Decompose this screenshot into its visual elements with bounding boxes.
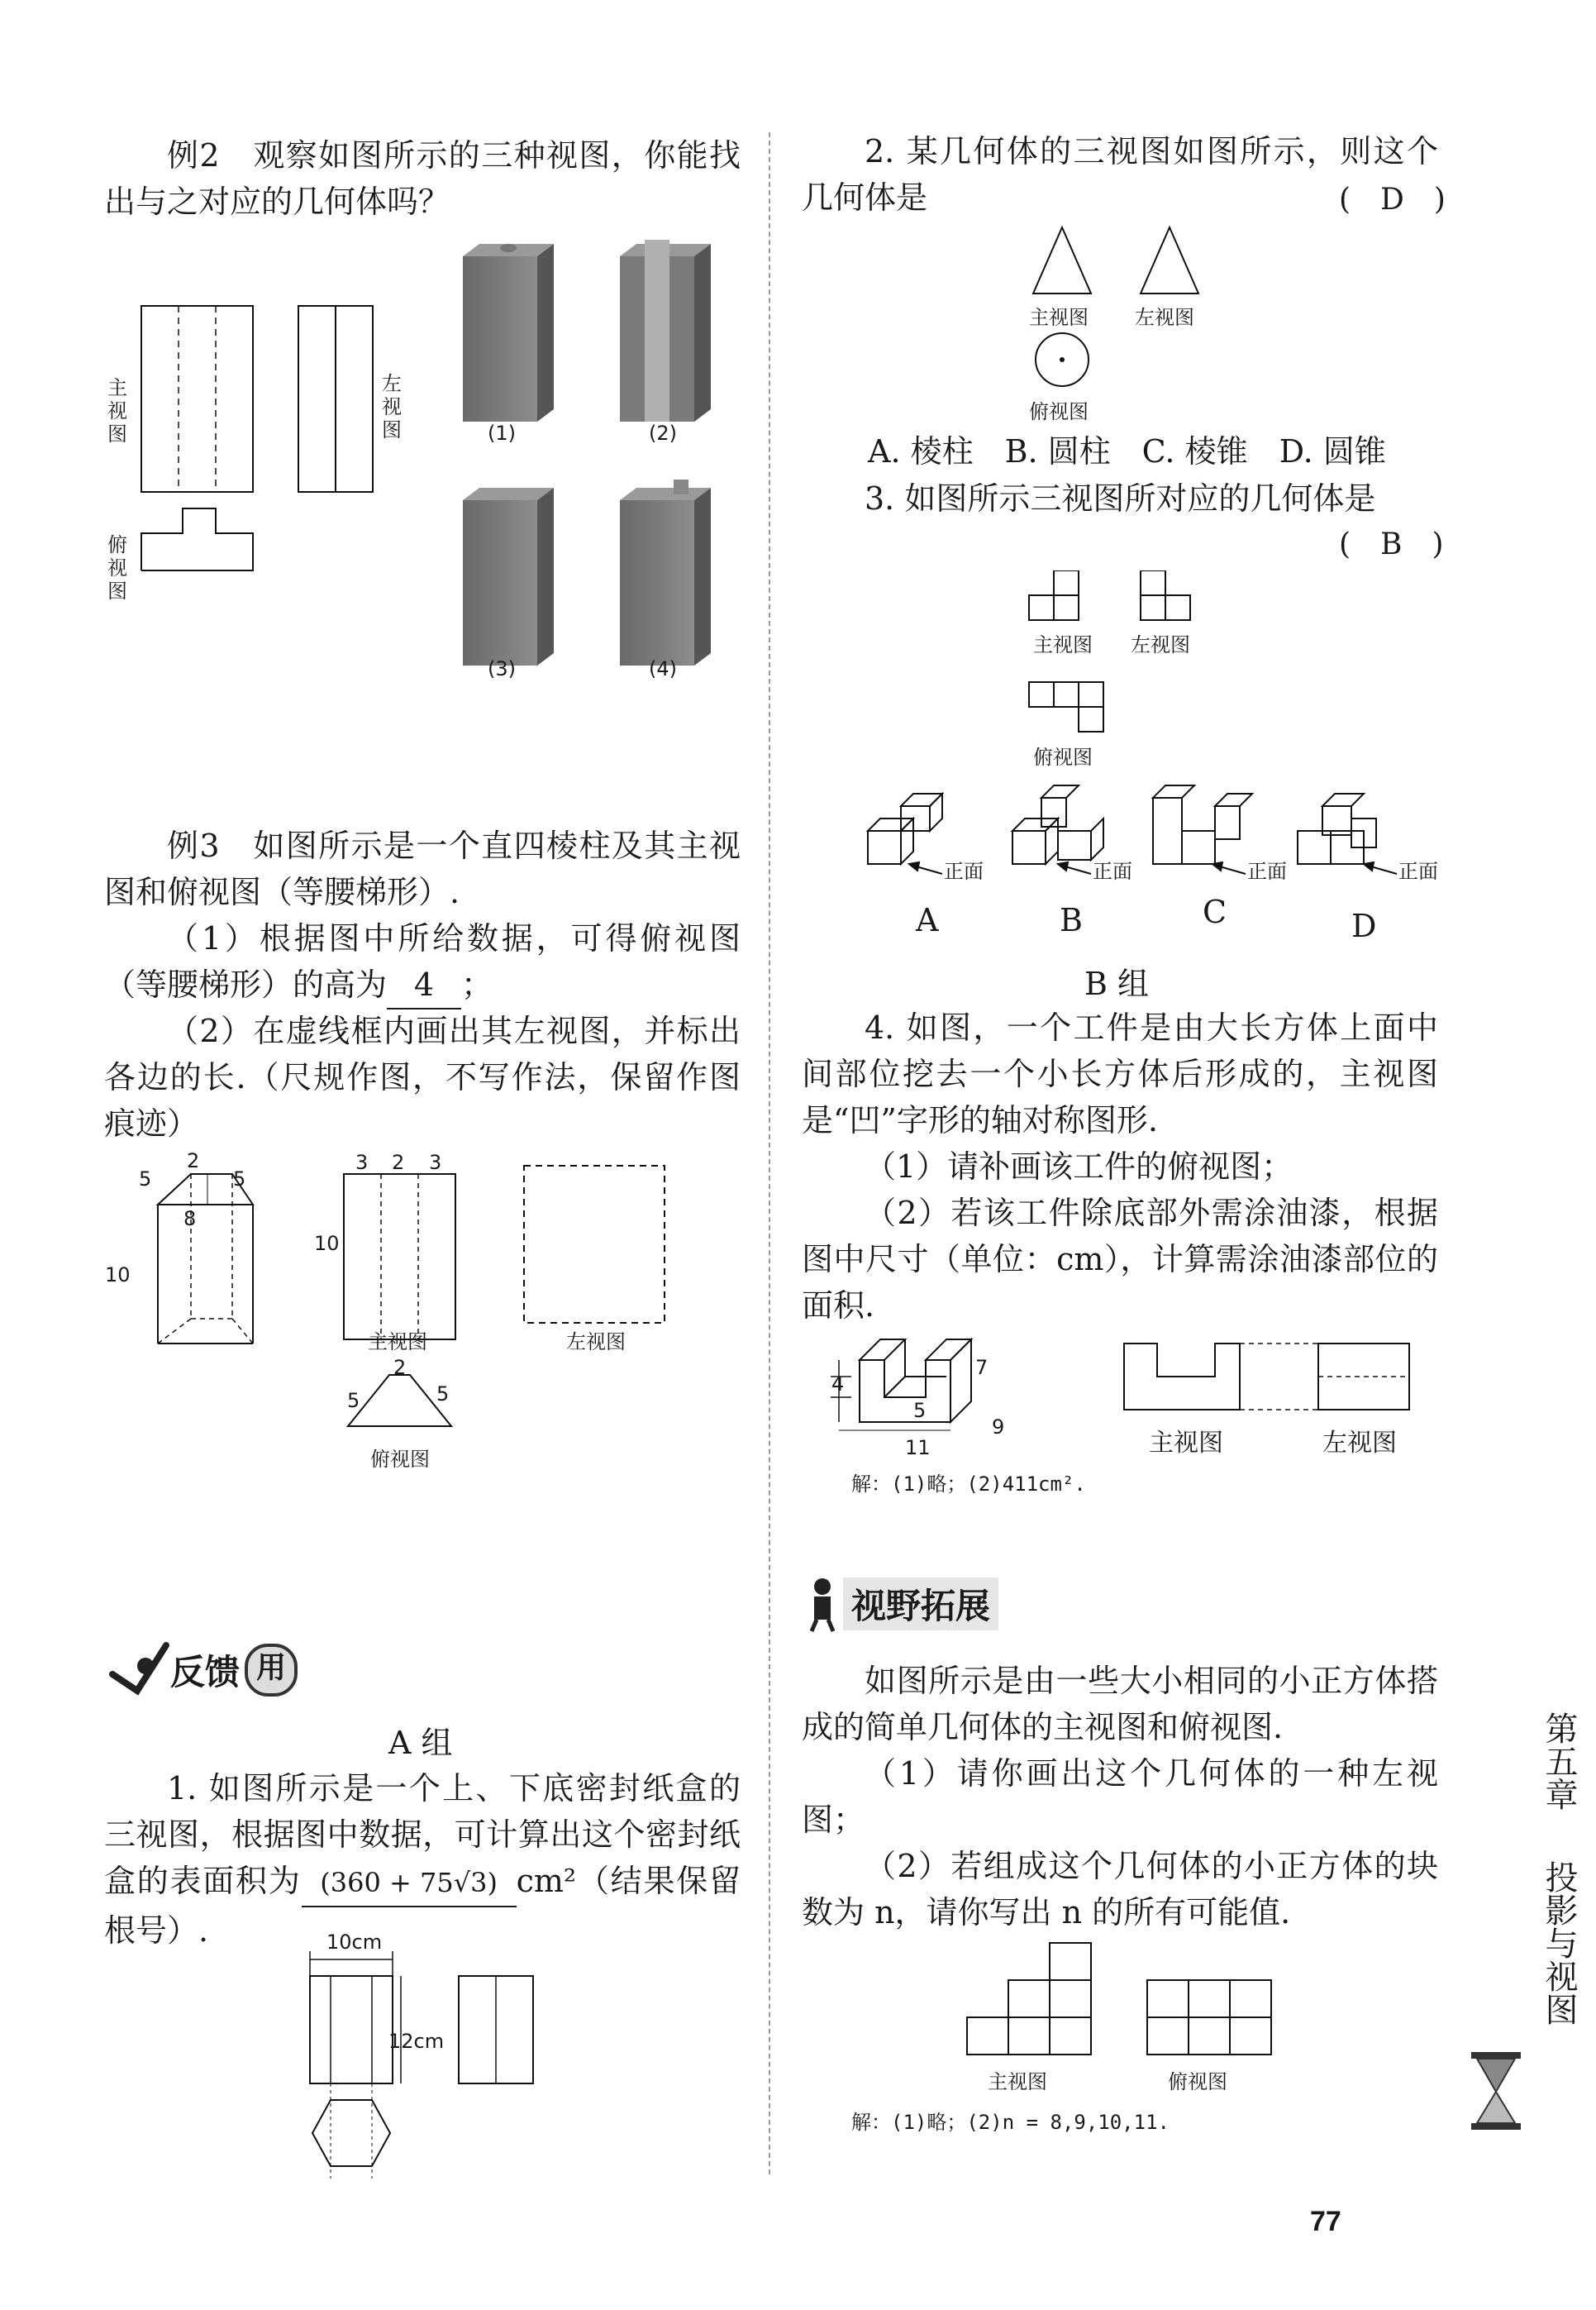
example3-figures [104, 1153, 749, 1484]
q4-dim-a: 4 [831, 1372, 845, 1396]
q4-sub2: （2）若该工件除底部外需涂油漆，根据图中尺寸（单位：cm），计算需涂油漆部位的面积. [802, 1195, 1438, 1324]
prism-num-top: 2 [187, 1149, 200, 1172]
q2-answer-bracket: ( D ) [1339, 183, 1446, 217]
prism-num-height: 10 [105, 1263, 131, 1286]
example2-top-label: 俯视图 [107, 533, 127, 603]
feedback-badge: 用 [245, 1644, 298, 1697]
vision-sub2: （2）若组成这个几何体的小正方体的块数为 n，请你写出 n 的所有可能值. [802, 1848, 1438, 1931]
q1-text: 1. 如图所示是一个上、下底密封纸盒的三视图，根据图中数据，可计算出这个密封纸盒的表面积为 (360 + 75√3) cm²（结果保留根号）. [104, 1770, 741, 1949]
example3-line1: 例3 如图所示是一个直四棱柱及其主视图和俯视图（等腰梯形）. [104, 828, 741, 910]
example2-front-label: 主视图 [107, 376, 127, 446]
q3-choice-c: C [1203, 894, 1227, 930]
vision-banner: 视野拓展 [802, 1575, 998, 1633]
vision-solution: 解：(1)略；(2)n = 8,9,10,11. [851, 2111, 1170, 2134]
q4-dim-b: 5 [913, 1399, 927, 1422]
chapter-tab: 第五章 [1540, 1711, 1578, 1811]
explorer-icon [802, 1575, 843, 1633]
q4-front-label: 主视图 [1149, 1429, 1223, 1458]
trap-num-left: 5 [347, 1389, 360, 1412]
trap-num-top: 2 [393, 1356, 407, 1379]
example3-left-label: 左视图 [566, 1330, 626, 1353]
q3-front-word-d: 正面 [1398, 860, 1438, 883]
q1-dim-height: 12cm [388, 2030, 445, 2053]
group-a-title: A 组 [388, 1725, 453, 1761]
prism-num-right: 5 [233, 1167, 246, 1191]
example3-front-label: 主视图 [368, 1330, 427, 1353]
column-divider [769, 132, 770, 2174]
feedback-banner: 反馈 用 [104, 1641, 298, 1699]
example2-three-views [104, 231, 468, 628]
q3-front-word-a: 正面 [944, 860, 984, 883]
q3-left-label: 左视图 [1131, 633, 1190, 656]
front-num-b: 2 [392, 1151, 405, 1174]
q4-solution: 解：(1)略；(2)411cm². [851, 1472, 1086, 1496]
q3-front-word-c: 正面 [1247, 860, 1287, 883]
vision-figure [959, 1939, 1273, 2063]
q2-top-label: 俯视图 [1029, 400, 1089, 423]
q3-choice-d: D [1351, 908, 1377, 944]
prism-num-left: 5 [139, 1167, 152, 1191]
q3-answer-bracket: ( B ) [1339, 527, 1444, 561]
page-number: 77 [1310, 2206, 1341, 2237]
q2-front-label: 主视图 [1029, 306, 1089, 329]
q4-dim-c: 7 [975, 1356, 989, 1379]
trap-num-right: 5 [436, 1382, 450, 1406]
q3-front-word-b: 正面 [1093, 860, 1132, 883]
group-b-title: B 组 [1084, 966, 1150, 1002]
vision-front-label: 主视图 [988, 2070, 1047, 2093]
prism-num-mid: 8 [183, 1207, 197, 1230]
example3-q1: （1）根据图中所给数据，可得俯视图（等腰梯形）的高为 4 ； [104, 915, 741, 1009]
runner-icon [104, 1641, 170, 1699]
q1-answer: (360 + 75√3) [302, 1859, 517, 1907]
q4-sub1: （1）请补画该工件的俯视图； [865, 1148, 1293, 1185]
vision-sub1: （1）请你画出这个几何体的一种左视图； [802, 1755, 1438, 1838]
chapter-title-tab: 投影与视图 [1540, 1860, 1578, 2026]
example2-text: 例2 观察如图所示的三种视图，你能找出与之对应的几何体吗？ [104, 137, 741, 220]
example3-q2: （2）在虚线框内画出其左视图，并标出各边的长.（尺规作图，不写作法，保留作图痕迹） [104, 1013, 741, 1142]
hourglass-icon [1467, 2050, 1525, 2133]
example2-left-label: 左视图 [382, 372, 402, 441]
q3-choice-a: A [916, 902, 939, 938]
vision-top-label: 俯视图 [1168, 2070, 1227, 2093]
q3-top-label: 俯视图 [1033, 746, 1093, 769]
example3-top-label: 俯视图 [370, 1448, 430, 1471]
q2-text: 2. 某几何体的三视图如图所示，则这个几何体是 [802, 133, 1438, 216]
example3-q1-answer: 4 [387, 962, 461, 1009]
solid-label-3: (3) [488, 657, 516, 680]
front-num-c: 3 [429, 1151, 442, 1174]
q4-left-label: 左视图 [1322, 1429, 1397, 1458]
q4-dim-d: 11 [905, 1436, 931, 1459]
q4-dim-e: 9 [992, 1415, 1005, 1439]
q3-choice-b: B [1060, 902, 1083, 938]
q2-left-label: 左视图 [1135, 306, 1194, 329]
q1-figure [298, 1943, 562, 2183]
q4-text: 4. 如图，一个工件是由大长方体上面中间部位挖去一个小长方体后形成的，主视图是“凹”字形的轴对称图形. [802, 1009, 1438, 1138]
q3-front-label: 主视图 [1033, 633, 1093, 656]
q2-options: A. 棱柱 B. 圆柱 C. 棱锥 D. 圆锥 [868, 433, 1386, 470]
front-num-h: 10 [314, 1232, 340, 1255]
q3-text: 3. 如图所示三视图所对应的几何体是 [865, 480, 1376, 517]
solid-label-4: (4) [649, 657, 677, 680]
q1-dim-width: 10cm [326, 1931, 383, 1954]
vision-text: 如图所示是由一些大小相同的小正方体搭成的简单几何体的主视图和俯视图. [802, 1663, 1438, 1745]
front-num-a: 3 [355, 1151, 369, 1174]
solid-label-2: (2) [649, 422, 677, 445]
solid-label-1: (1) [488, 422, 516, 445]
example2-solids [446, 231, 744, 694]
